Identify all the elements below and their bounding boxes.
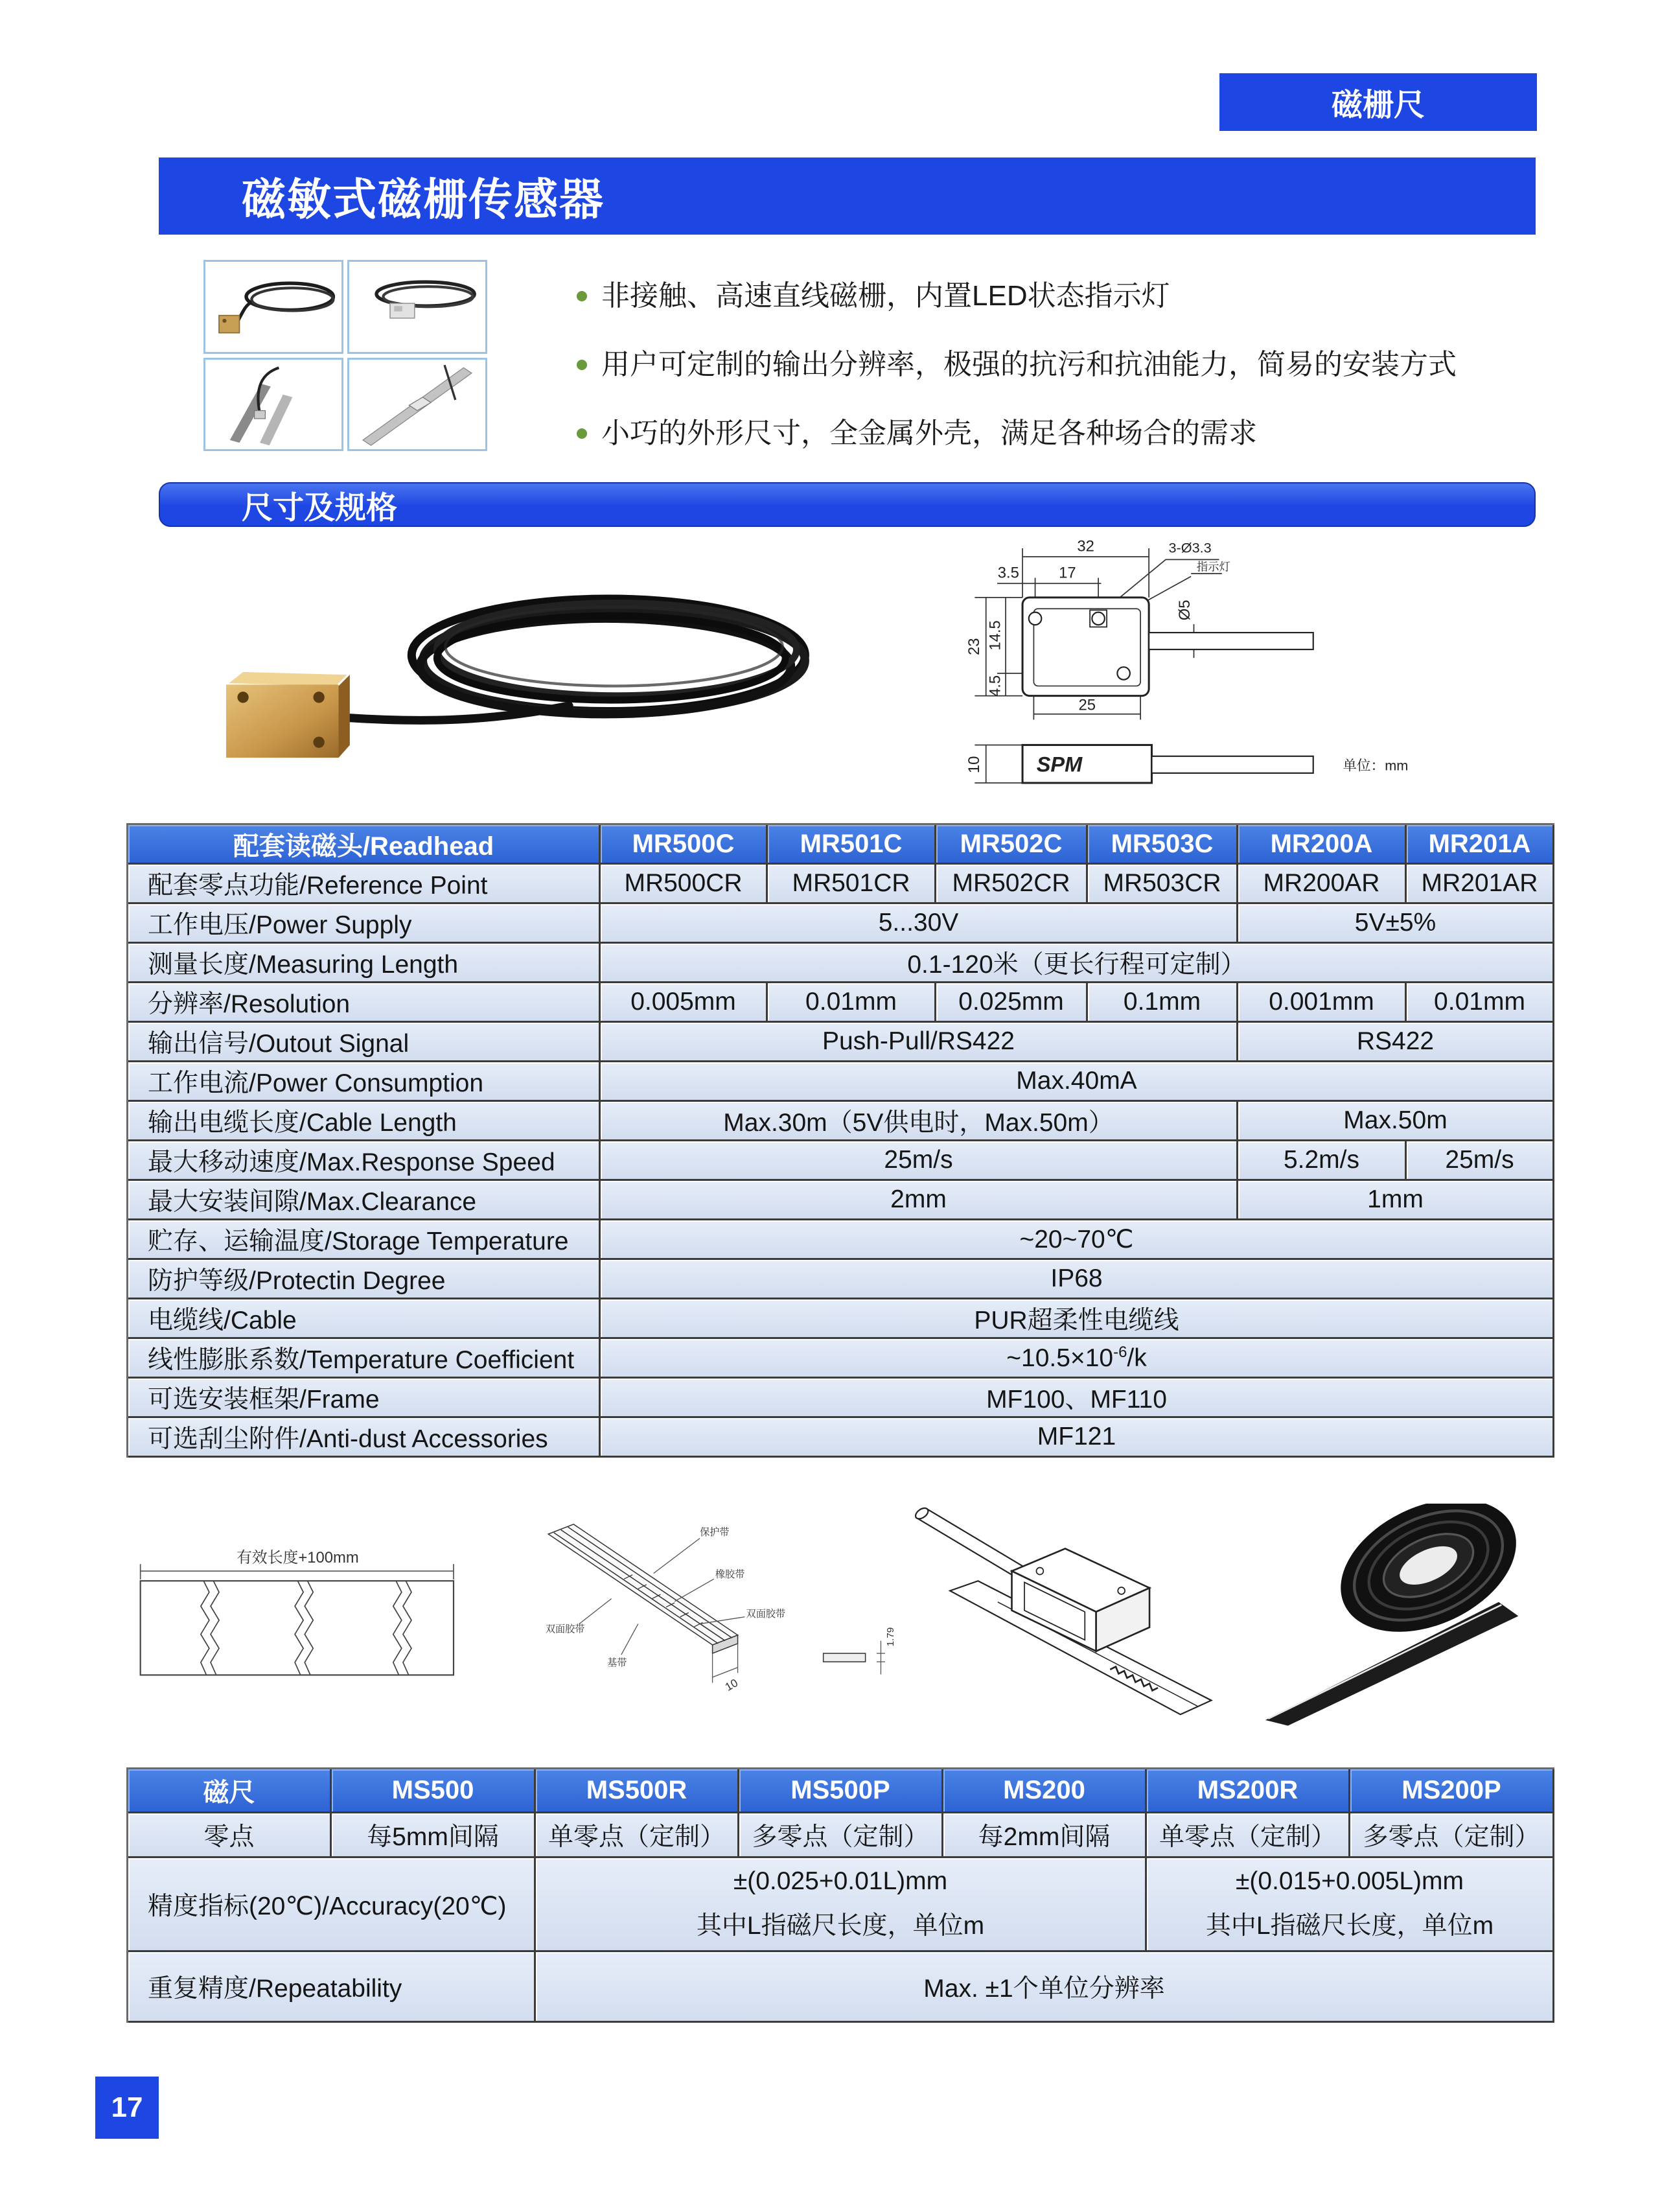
thumbnail-silver-sensor [347,260,487,354]
page-title: 磁敏式磁栅传感器 [242,175,605,224]
strip-width-label: 10 [722,1676,741,1694]
spec-value: Max.40mA [601,1062,1554,1102]
page-number: 17 [95,2077,159,2139]
category-tab: 磁栅尺 [1219,73,1537,131]
scale-accuracy-group [1147,1858,1554,1952]
accuracy-formula: ±(0.015+0.005L)mm [1235,1867,1464,1895]
layer-label-protective: 保护带 [700,1527,730,1539]
dim-cable-diameter: Ø5 [1175,600,1194,621]
spec-row-resolution [128,983,1554,1023]
spec-label: 最大移动速度/Max.Response Speed [128,1141,601,1181]
spec-value: 0.005mm [601,983,768,1023]
section-title: 尺寸及规格 [242,491,398,525]
spec-row-cable-length [128,1102,1554,1141]
spec-value: RS422 [1238,1023,1554,1062]
coefficient-exponent: -6 [1113,1343,1127,1361]
dim-width: 32 [1077,537,1094,555]
brass-sensor [226,672,350,758]
thumbnail-scale-strips [203,358,343,452]
spec-table [126,823,1554,1458]
spec-value: 1mm [1238,1181,1554,1220]
spec-label: 可选安装框架/Frame [128,1379,601,1418]
tape-roll [1319,1504,1524,1658]
dim-unit: 单位：mm [1343,757,1409,774]
bullet-icon [577,428,587,439]
scale-zero-cell: 每2mm间隔 [943,1813,1147,1858]
spec-value: 0.1-120米（更长行程可定制） [601,944,1554,983]
scale-header-cell: MS500P [739,1769,943,1813]
spec-label: 可选刮尘附件/Anti-dust Accessories [128,1418,601,1458]
spec-row-anti-dust [128,1418,1554,1458]
scale-header-cell: MS200R [1147,1769,1350,1813]
spec-value: 0.025mm [936,983,1088,1023]
scale-repeatability-value: Max. ±1个单位分辨率 [536,1952,1554,2023]
spec-label: 电缆线/Cable [128,1299,601,1339]
accuracy-note: 其中L指磁尺长度，单位m [1205,1911,1494,1940]
scale-header-cell: MS500 [332,1769,536,1813]
sensor-top-view [1022,598,1313,696]
spec-value: 2mm [601,1181,1238,1220]
scale-zero-row [128,1813,1554,1858]
dim-holes: 3-Ø3.3 [1168,539,1212,556]
spec-label: 工作电流/Power Consumption [128,1062,601,1102]
scale-header-row [128,1769,1554,1813]
spec-value: 25m/s [1407,1141,1554,1181]
spec-label: 贮存、运输温度/Storage Temperature [128,1220,601,1260]
spec-value: 5V±5% [1238,904,1554,944]
spec-header-row [128,825,1554,865]
feature-text: 非接触、高速直线磁栅，内置LED状态指示灯 [601,280,1170,312]
silver-sensor-image [349,262,485,352]
spec-header-model: MR200A [1238,825,1407,865]
spec-row-reference-point [128,865,1554,904]
spec-value: Push-Pull/RS422 [601,1023,1238,1062]
spec-label: 输出电缆长度/Cable Length [128,1102,601,1141]
bullet-icon [577,291,587,301]
spec-row-output-signal [128,1023,1554,1062]
section-bar [159,482,1536,527]
spec-row-protection [128,1260,1554,1299]
scale-header-cell: MS200P [1350,1769,1554,1813]
spec-value: Max.50m [1238,1102,1554,1141]
feature-list [577,277,1457,483]
spec-label: 输出信号/Outout Signal [128,1023,601,1062]
scale-header-cell: 磁尺 [128,1769,332,1813]
spec-row-frame [128,1379,1554,1418]
spec-header-label: 配套读磁头/Readhead [128,825,601,865]
scale-header-cell: MS500R [536,1769,739,1813]
scale-zero-cell: 单零点（定制） [536,1813,739,1858]
spec-row-cable [128,1299,1554,1339]
scale-accuracy-row [128,1858,1554,1952]
dim-base-width: 25 [1078,696,1096,714]
sensor-on-scale-image [349,360,485,450]
spec-value: 0.001mm [1238,983,1407,1023]
feature-text: 用户可定制的输出分辨率，极强的抗污和抗油能力，简易的安装方式 [601,349,1457,380]
tape-roll-photo [1257,1504,1524,1729]
thumbnail-sensor-on-scale [347,358,487,452]
spec-value: 25m/s [601,1141,1238,1181]
spec-row-measuring-length [128,944,1554,983]
scale-layers-diagram [534,1517,906,1721]
strip-cross-section [824,1653,866,1662]
spec-value: ~20~70℃ [601,1220,1554,1260]
spec-row-response-speed [128,1141,1554,1181]
spec-row-storage-temperature [128,1220,1554,1260]
feature-item [577,414,1457,453]
product-thumbnails [203,260,487,451]
spec-label: 最大安装间隙/Max.Clearance [128,1181,601,1220]
scale-repeatability-row [128,1952,1554,2023]
accuracy-formula: ±(0.025+0.01L)mm [733,1867,948,1895]
spec-header-model: MR500C [601,825,768,865]
spec-header-model: MR501C [768,825,936,865]
spec-value: MF100、MF110 [601,1379,1554,1418]
dim-hole-spacing: 17 [1059,564,1076,582]
layer-label-adhesive-left: 双面胶带 [545,1624,585,1635]
cable-coil [336,599,805,720]
spec-value: 0.1mm [1088,983,1238,1023]
layer-label-adhesive-right: 双面胶带 [746,1608,786,1620]
spec-value: Max.30m（5V供电时，Max.50m） [601,1102,1238,1141]
spec-row-power-consumption [128,1062,1554,1102]
dimension-drawing [955,531,1433,791]
scale-accuracy-group [536,1858,1147,1952]
coefficient-unit: /k [1127,1344,1147,1372]
spec-value: 5.2m/s [1238,1141,1407,1181]
spec-label: 防护等级/Protectin Degree [128,1260,601,1299]
bullet-icon [577,360,587,370]
scale-zero-cell: 单零点（定制） [1147,1813,1350,1858]
spec-value: MR502CR [936,865,1088,904]
strip-thickness-label: 1.79 [884,1627,896,1647]
dim-offset: 3.5 [997,564,1019,582]
spec-header-model: MR502C [936,825,1088,865]
scale-zero-cell: 每5mm间隔 [332,1813,536,1858]
sensor-on-scale-diagram [899,1504,1216,1729]
spec-value: MR500CR [601,865,768,904]
spec-value: MR501CR [768,865,936,904]
mounting-drawing [914,1506,1211,1715]
layer-label-base: 基带 [607,1657,627,1669]
spec-label: 工作电压/Power Supply [128,904,601,944]
spec-value: MF121 [601,1418,1554,1458]
scale-strips-image [205,360,341,450]
dim-thickness: 10 [965,756,983,774]
scale-length-diagram [126,1539,470,1686]
ruler-label: 有效长度+100mm [237,1549,359,1567]
dim-bottom-offset: 4.5 [986,675,1004,697]
product-photo-sensor-cable [218,548,843,815]
spec-header-model: MR503C [1088,825,1238,865]
scale-zero-cell: 多零点（定制） [1350,1813,1554,1858]
scale-zero-cell: 多零点（定制） [739,1813,943,1858]
spec-label: 配套零点功能/Reference Point [128,865,601,904]
spec-value: PUR超柔性电缆线 [601,1299,1554,1339]
spec-label: 分辨率/Resolution [128,983,601,1023]
spec-value: 0.01mm [1407,983,1554,1023]
spec-value: MR503CR [1088,865,1238,904]
dim-indicator: 指示灯 [1196,560,1230,574]
brand-logo: SPM [1036,752,1083,776]
scale-zero-label: 零点 [128,1813,332,1858]
brass-sensor-image [205,262,341,352]
scale-header-cell: MS200 [943,1769,1147,1813]
spec-row-clearance [128,1181,1554,1220]
spec-value [601,1339,1554,1379]
feature-item [577,345,1457,384]
layer-label-rubber: 橡胶带 [715,1569,745,1581]
spec-value: IP68 [601,1260,1554,1299]
spec-row-power-supply [128,904,1554,944]
feature-text: 小巧的外形尺寸，全金属外壳，满足各种场合的需求 [601,417,1257,449]
accuracy-note: 其中L指磁尺长度，单位m [696,1911,985,1940]
scale-repeatability-label: 重复精度/Repeatability [128,1952,536,2023]
dim-inner-height: 14.5 [986,620,1004,651]
spec-header-model: MR201A [1407,825,1554,865]
scale-accuracy-label: 精度指标(20℃)/Accuracy(20℃) [128,1858,536,1952]
thumbnail-brass-sensor [203,260,343,354]
scale-table [126,1767,1554,2023]
spec-label: 线性膨胀系数/Temperature Coefficient [128,1339,601,1379]
spec-value: MR201AR [1407,865,1554,904]
title-bar [159,157,1536,235]
spec-label: 测量长度/Measuring Length [128,944,601,983]
spec-value: 0.01mm [768,983,936,1023]
feature-item [577,277,1457,316]
spec-row-temperature-coefficient [128,1339,1554,1379]
spec-value: MR200AR [1238,865,1407,904]
spec-value: 5...30V [601,904,1238,944]
coefficient-base: ~10.5×10 [1006,1344,1114,1372]
dim-height: 23 [965,638,983,655]
